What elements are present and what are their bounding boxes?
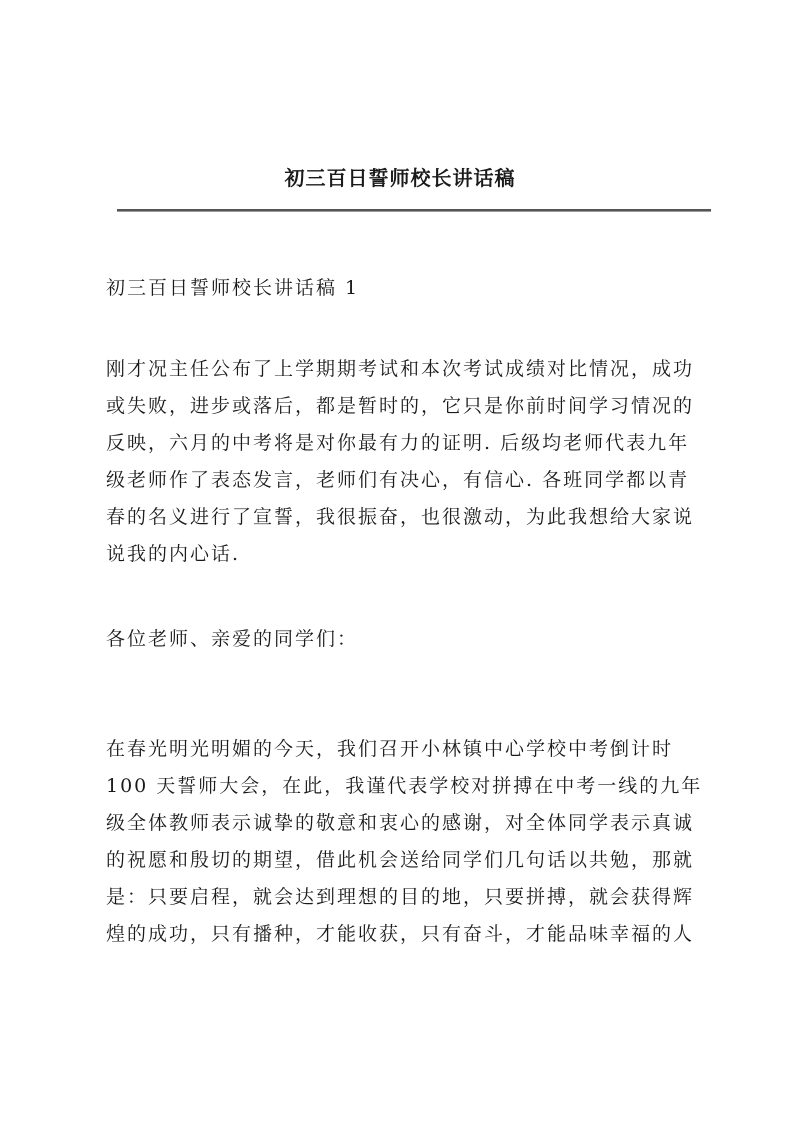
paragraph-line: 或失败，进步或落后，都是暂时的，它只是你前时间学习情况的 xyxy=(106,395,695,417)
paragraph-line: 级全体教师表示诚挚的敬意和衷心的感谢，对全体同学表示真诚 xyxy=(106,812,695,834)
paragraph-line: 是：只要启程，就会达到理想的目的地，只要拼搏，就会获得辉 xyxy=(106,886,695,908)
paragraph-line: 的祝愿和殷切的期望，借此机会送给同学们几句话以共勉，那就 xyxy=(106,849,695,871)
section-heading xyxy=(106,270,712,307)
paragraph-line: 春的名义进行了宣誓，我很振奋，也很激动，为此我想给大家说 xyxy=(106,506,695,528)
paragraph-line: 反映，六月的中考将是对你最有力的证明. 后级均老师代表九年 xyxy=(106,432,690,454)
title-divider xyxy=(117,209,711,212)
paragraph-line: 100 天誓师大会，在此，我谨代表学校对拼搏在中考一线的九年 xyxy=(106,775,703,797)
salutation-text: 各位老师、亲爱的同学们： xyxy=(106,628,359,650)
document-title: 初三百日誓师校长讲话稿 xyxy=(284,166,516,190)
paragraph-1 xyxy=(106,351,712,573)
paragraph-line: 级老师作了表态发言，老师们有决心，有信心. 各班同学都以青 xyxy=(106,469,690,491)
salutation xyxy=(106,621,712,658)
section-heading-text: 初三百日誓师校长讲话稿 1 xyxy=(106,277,360,299)
paragraph-line: 刚才况主任公布了上学期期考试和本次考试成绩对比情况，成功 xyxy=(106,358,695,380)
paragraph-line: 在春光明光明媚的今天，我们召开小林镇中心学校中考倒计时 xyxy=(106,738,674,760)
paragraph-line: 说我的内心话. xyxy=(106,543,241,565)
paragraph-2 xyxy=(106,731,712,953)
paragraph-line: 煌的成功，只有播种，才能收获，只有奋斗，才能品味幸福的人 xyxy=(106,923,695,945)
